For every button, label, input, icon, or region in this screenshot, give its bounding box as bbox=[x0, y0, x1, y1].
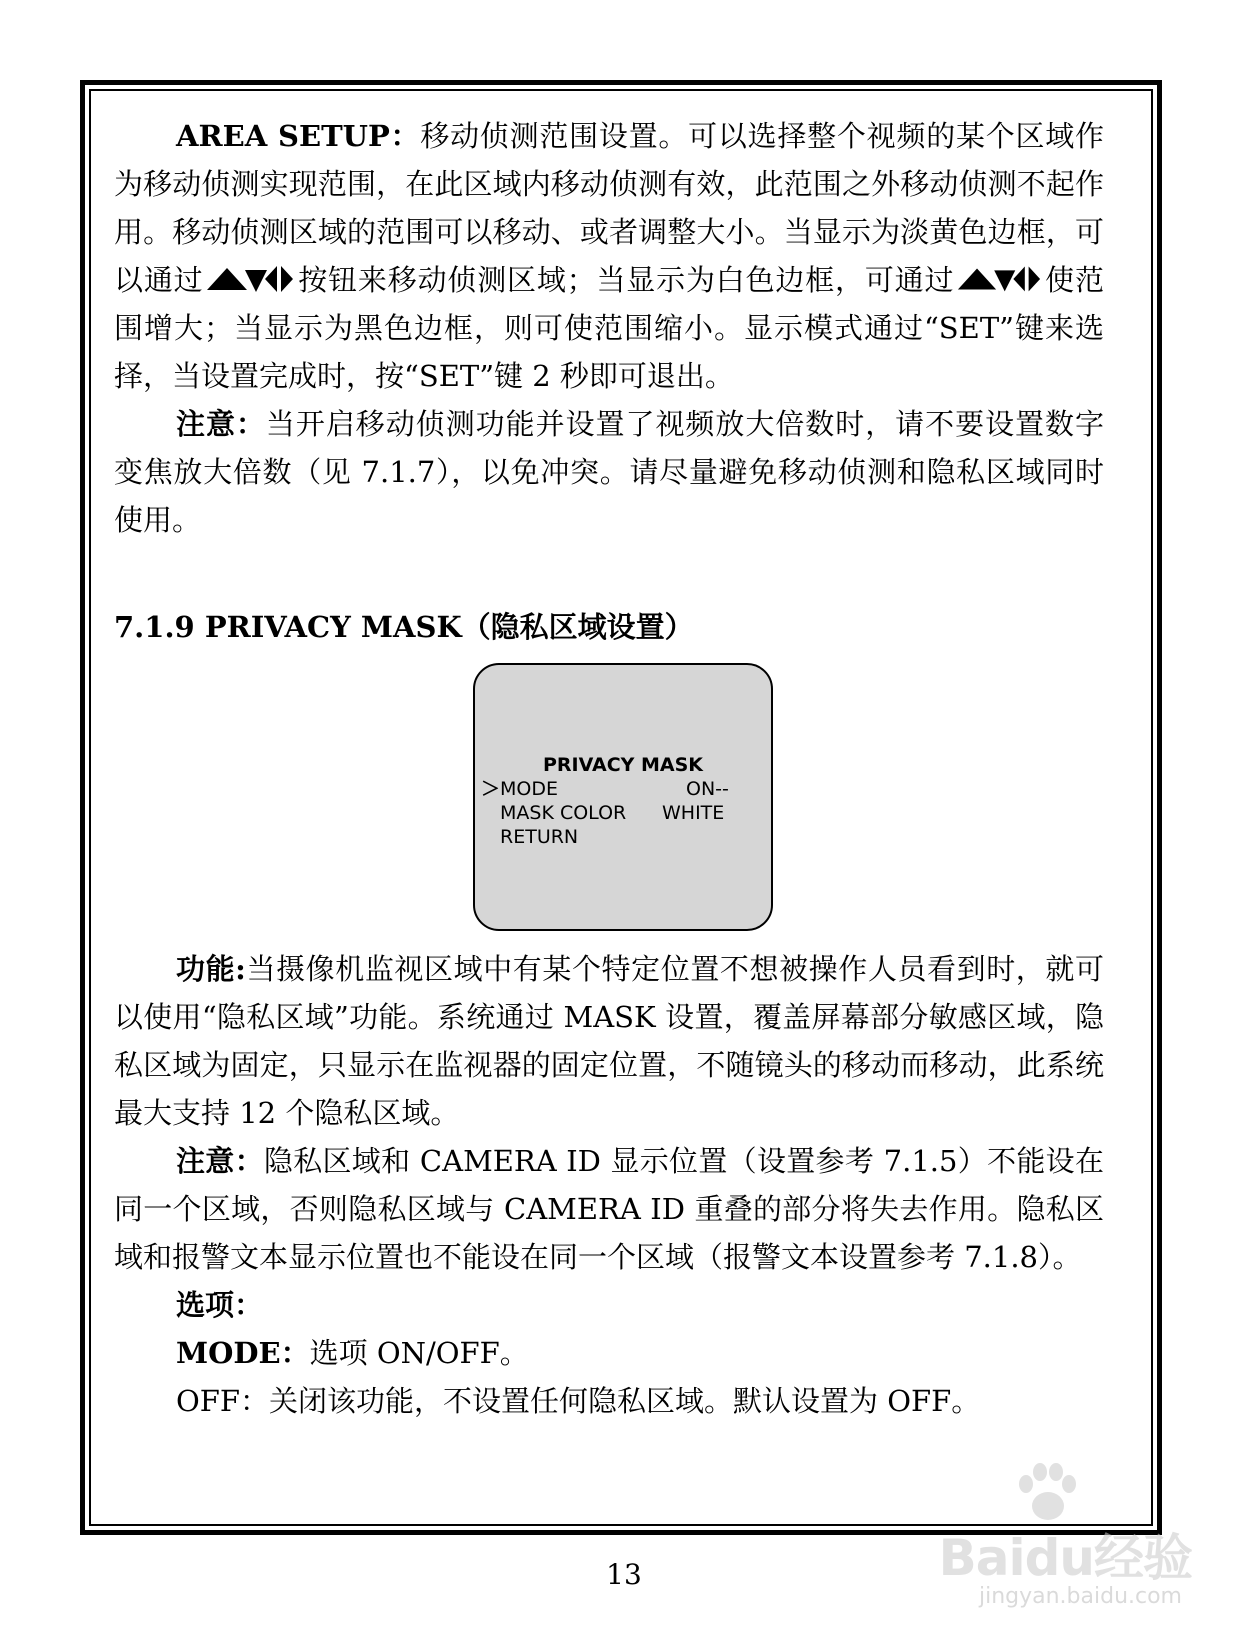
osd-menu-title: PRIVACY MASK bbox=[542, 754, 704, 776]
osd-menu-screen bbox=[473, 663, 773, 931]
area-setup-label: AREA SETUP： bbox=[176, 119, 421, 153]
function-text: 当摄像机监视区域中有某个特定位置不想被操作人员看到时，就可以使用“隐私区域”功能。系统通过 MASK 设置，覆盖屏幕部分敏感区域，隐私区域为固定，只显示在监视器的固定位置，不随镜头的移动而移动，此系统最大支持 12 个隐私区域。 bbox=[114, 952, 1104, 1130]
baidu-watermark bbox=[862, 1462, 1192, 1612]
page-content bbox=[114, 112, 1104, 1425]
note-1-label: 注意： bbox=[176, 407, 266, 441]
osd-row-value: WHITE bbox=[662, 802, 725, 824]
note-2-text: 隐私区域和 CAMERA ID 显示位置（设置参考 7.1.5）不能设在同一个区域，否则隐私区域与 CAMERA ID 重叠的部分将失去作用。隐私区域和报警文本显示位置也不能设在同一个区域（报警文本设置参考 7.1.8）。 bbox=[114, 1144, 1104, 1274]
options-label: 选项： bbox=[176, 1288, 264, 1322]
osd-row-label: MASK COLOR bbox=[500, 802, 627, 824]
note-1-text: 当开启移动侦测功能并设置了视频放大倍数时，请不要设置数字变焦放大倍数（见 7.1.7），以免冲突。请尽量避免移动侦测和隐私区域同时使用。 bbox=[114, 407, 1104, 537]
off-paragraph: OFF：关闭该功能，不设置任何隐私区域。默认设置为 OFF。 bbox=[176, 1384, 981, 1418]
mode-paragraph bbox=[114, 1329, 1104, 1377]
mode-label: MODE： bbox=[176, 1336, 310, 1370]
osd-row-label: MODE bbox=[500, 778, 558, 800]
note-1-paragraph bbox=[114, 400, 1104, 544]
section-heading-privacy-mask: 7.1.9 PRIVACY MASK（隐私区域设置） bbox=[114, 610, 694, 644]
note-2-paragraph bbox=[114, 1137, 1104, 1281]
area-setup-paragraph bbox=[114, 112, 1104, 400]
note-2-label: 注意： bbox=[176, 1144, 264, 1178]
watermark-url: jingyan.baidu.com bbox=[978, 1584, 1182, 1609]
area-setup-text-3: 使范围增大；当显示为黑色边框，则可使范围缩小。显示模式通过“SET”键来选择，当设置完成时，按“SET”键 2 秒即可退出。 bbox=[114, 263, 1104, 393]
direction-arrows-icon bbox=[956, 262, 1042, 294]
mode-text: 选项 ON/OFF。 bbox=[309, 1336, 529, 1370]
page-number: 13 bbox=[606, 1558, 642, 1591]
paw-logo-icon bbox=[1012, 1462, 1082, 1526]
function-paragraph bbox=[114, 945, 1104, 1137]
osd-cursor-icon: ＞ bbox=[481, 778, 501, 800]
function-label: 功能: bbox=[176, 952, 246, 986]
osd-row-label: RETURN bbox=[500, 826, 579, 848]
area-setup-text-2: 按钮来移动侦测区域；当显示为白色边框，可通过 bbox=[297, 263, 955, 297]
direction-arrows-icon bbox=[205, 262, 295, 294]
area-setup-text-1: 移动侦测范围设置。可以选择整个视频的某个区域作为移动侦测实现范围，在此区域内移动侦测有效，此范围之外移动侦测不起作用。移动侦测区域的范围可以移动、或者调整大小。当显示为淡黄色边框，可以通过 bbox=[114, 119, 1104, 297]
watermark-brand: Baidu经验 bbox=[938, 1529, 1192, 1587]
osd-row-value: ON-- bbox=[686, 778, 729, 800]
